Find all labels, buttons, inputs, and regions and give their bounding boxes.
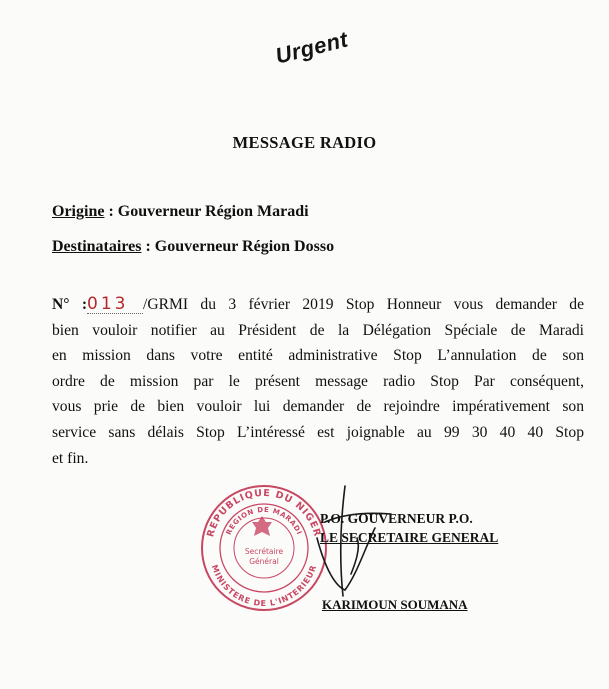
destinataires-label: Destinataires — [52, 238, 142, 255]
signatory-line2: LE SECRETAIRE GENERAL — [320, 530, 499, 545]
handwritten-signature — [295, 478, 405, 608]
handwritten-number: 013 — [87, 295, 143, 314]
destinataires-field — [52, 238, 334, 256]
signatory-name: KARIMOUN SOUMANA — [322, 597, 468, 612]
message-line: bien vouloir notifier au Président de la Délégation Spéciale de Maradi — [52, 321, 584, 339]
message-line — [52, 292, 584, 318]
origine-label: Origine — [52, 203, 105, 220]
message-line-text: /GRMI du 3 février 2019 Stop Honneur vous demander de — [143, 296, 584, 313]
signatory-line1: P.O. GOUVERNEUR P.O. — [320, 511, 473, 526]
message-line: ordre de mission par le présent message radio Stop Par conséquent, — [52, 372, 584, 390]
stamp-center-line2: Général — [249, 557, 279, 566]
stamp-outer-text: REPUBLIQUE DU NIGER — [205, 487, 323, 539]
stamp-center-line1: Secrétaire — [244, 547, 284, 556]
stamp-lower-text: MINISTERE DE L'INTERIEUR — [209, 563, 319, 609]
message-line: et fin. — [52, 449, 89, 467]
destinataires-value: : Gouverneur Région Dosso — [141, 238, 335, 255]
origine-value: : Gouverneur Région Maradi — [104, 203, 309, 220]
message-line: en mission dans votre entité administrative Stop L’annulation de son — [52, 347, 584, 365]
number-label: N° : — [52, 296, 88, 313]
message-line: vous prie de bien vouloir lui demander de rejoindre impérativement son — [52, 398, 584, 416]
page-title: MESSAGE RADIO — [232, 133, 377, 152]
message-body — [52, 292, 584, 471]
message-line: service sans délais Stop L’intéressé est joignable au 99 30 40 40 Stop — [52, 423, 584, 441]
urgent-mark: Urgent — [272, 26, 351, 69]
origine-field — [52, 203, 309, 221]
stamp-inner-text: REGION DE MARADI — [224, 505, 304, 537]
